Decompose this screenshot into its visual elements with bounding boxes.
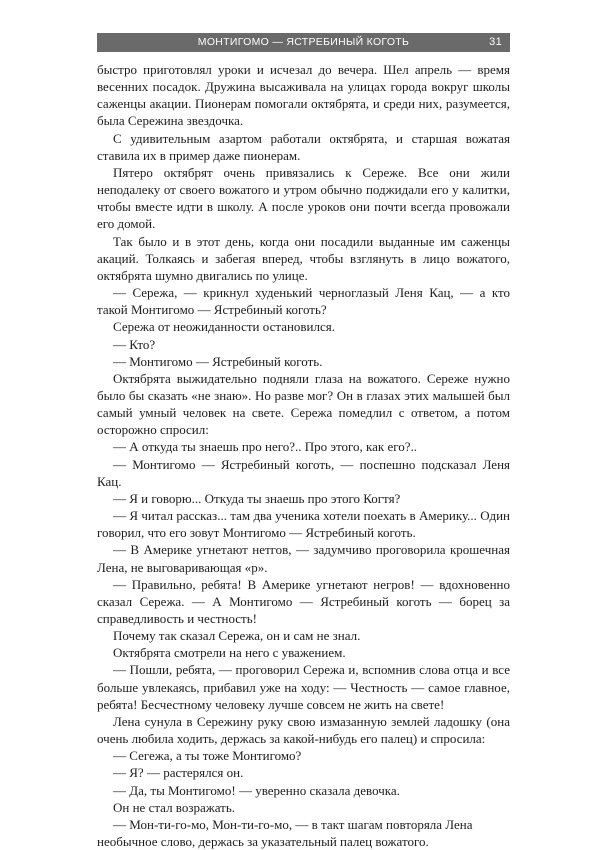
paragraph: Он не стал возражать.	[113, 799, 236, 815]
paragraph: — Кто?	[113, 336, 156, 352]
paragraph: — Да, ты Монтигомо! — уверенно сказала девочка.	[113, 782, 400, 798]
paragraph: — Монтигомо — Ястребиный коготь, — поспешно подсказал Леня Кац.	[97, 456, 510, 489]
paragraph: С удивительным азартом работали октябрята, и старшая вожатая ставила их в пример даже пионерам.	[97, 130, 510, 163]
paragraph: — Монтигомо — Ястребиный коготь.	[113, 353, 323, 369]
paragraph: — А откуда ты знаешь про него?.. Про этого, как его?..	[113, 439, 418, 455]
paragraph: Так было и в этот день, когда они посадили выданные им саженцы акаций. Толкаясь и забегая вперед, чтобы взглянуть в лицо вожатого, октябрята шумно двигались по улице.	[97, 233, 510, 283]
paragraph: — Сережа, — крикнул худенький черноглазый Леня Кац, — а кто такой Монтигомо — Ястребиный коготь?	[97, 285, 510, 318]
page-number: 31	[489, 36, 502, 48]
paragraph: — Я читал рассказ... там два ученика хотели поехать в Америку... Один говорил, что его зовут Монтигомо — Ястребиный коготь.	[97, 508, 510, 541]
body-text	[97, 61, 510, 850]
paragraph: — Мон-ти-го-мо, Мон-ти-го-мо, — в такт шагам повторяла Лена необычное слово, держась за указательный палец вожатого.	[97, 816, 473, 850]
paragraph: Сережа от неожиданности остановился.	[113, 319, 335, 335]
paragraph: — Сегежа, а ты тоже Монтигомо?	[113, 748, 302, 764]
paragraph: Почему так сказал Сережа, он и сам не знал.	[113, 628, 361, 644]
paragraph: Октябрята смотрели на него с уважением.	[113, 645, 346, 661]
paragraph: Лена сунула в Сережину руку свою измазанную землей ладошку (она очень любила ходить, держась за какой-нибудь его палец) и спросила:	[97, 713, 510, 747]
running-header	[97, 33, 510, 52]
paragraph: — Пошли, ребята, — проговорил Сережа и, вспомнив слова отца и все больше увлекаясь, прибавил уже на ходу: — Честность — самое главное, ребята! Бесчестному человеку лучше совсем не жить на свете!	[97, 662, 510, 712]
paragraph: Пятеро октябрят очень привязались к Сереже. Все они жили неподалеку от своего вожатого и утром обычно поджидали его у калитки, чтобы вместе идти в школу. А после уроков они почти всегда провожали его домой.	[97, 164, 510, 232]
paragraph: — В Америке угнетают нетгов, — задумчиво проговорила крошечная Лена, не выговаривающая «р».	[97, 542, 510, 575]
paragraph: Октябрята выжидательно подняли глаза на вожатого. Сереже нужно было бы сказать «не знаю». Но разве мог? Он в глазах этих малышей был самый умный человек на свете. Сережа помедлил с ответом, а потом осторожно спросил:	[97, 370, 510, 438]
paragraph: — Правильно, ребята! В Америке угнетают негров! — вдохновенно сказал Сережа. — А Монтигомо — Ястребиный коготь — борец за справедливость и честность!	[97, 576, 510, 626]
paragraph: — Я? — растерялся он.	[113, 765, 244, 781]
paragraph: — Я и говорю... Откуда ты знаешь про этого Когтя?	[113, 490, 401, 506]
paragraph: быстро приготовлял уроки и исчезал до вечера. Шел апрель — время весенних посадок. Дружина высаживала на улицах города вокруг школы саженцы акации. Пионерам помогали октябрята, и среди них, разумеется, была Сережина звездочка.	[97, 62, 510, 129]
running-title: МОНТИГОМО — ЯСТРЕБИНЫЙ КОГОТЬ	[197, 36, 410, 48]
